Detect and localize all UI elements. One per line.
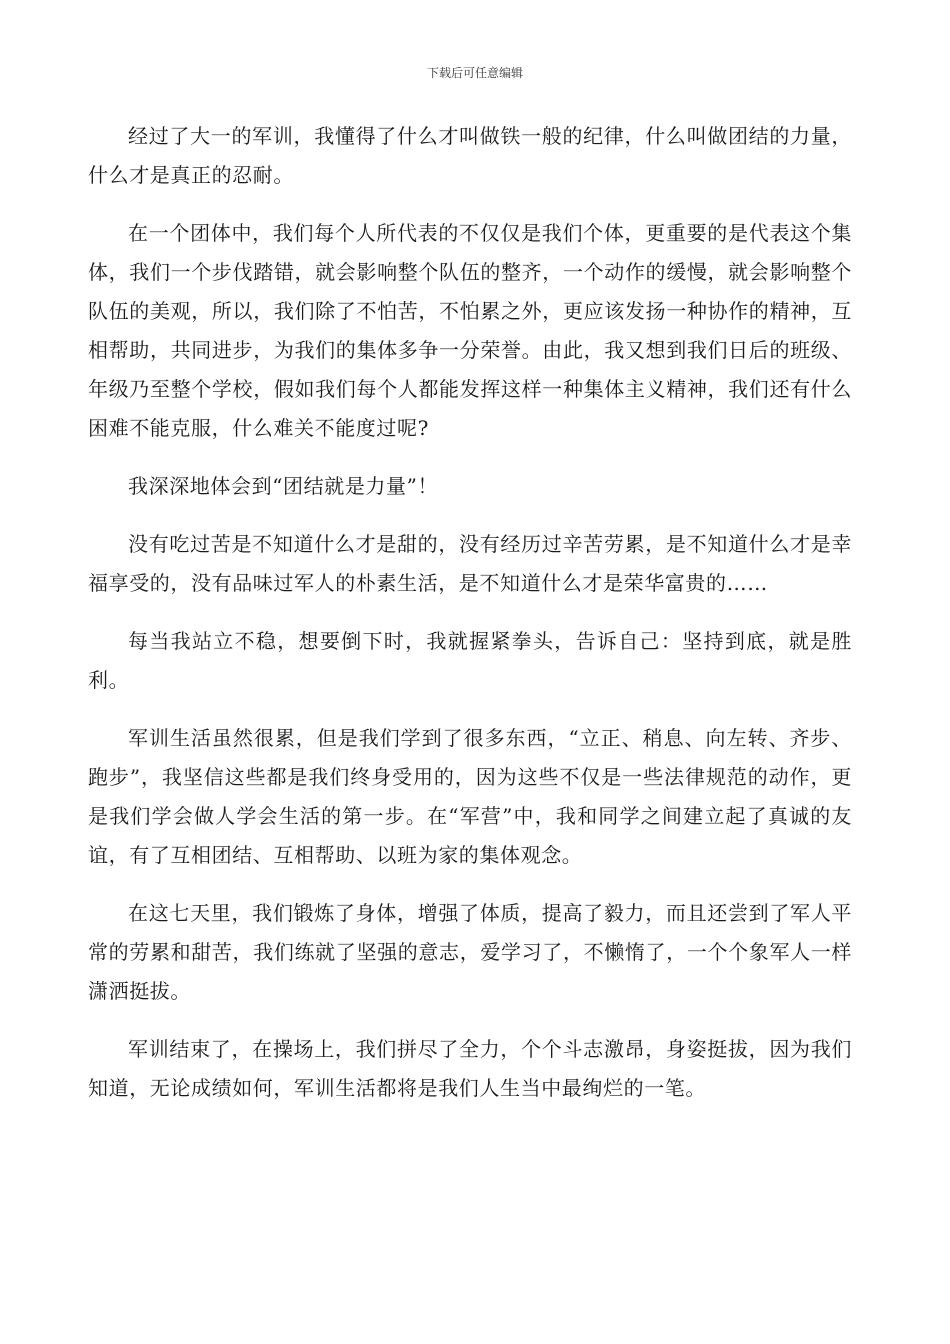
paragraph: 我深深地体会到“团结就是力量”！ [128,474,439,498]
paragraph: 没有吃过苦是不知道什么才是甜的，没有经历过辛苦劳累，是不知道什么才是幸福享受的，没有品味过军人的朴素生活，是不知道什么才是荣华富贵的…… [88,532,852,595]
paragraph: 军训结束了，在操场上，我们拼尽了全力，个个斗志激昂，身姿挺拔，因为我们知道，无论成绩如何，军训生活都将是我们人生当中最绚烂的一笔。 [88,1037,852,1100]
paragraph: 在这七天里，我们锻炼了身体，增强了体质，提高了毅力，而且还尝到了军人平常的劳累和甜苦，我们练就了坚强的意志，爱学习了，不懒惰了，一个个象军人一样潇洒挺拔。 [88,901,852,1003]
paragraph: 军训生活虽然很累，但是我们学到了很多东西，“立正、稍息、向左转、齐步、跑步”，我坚信这些都是我们终身受用的，因为这些不仅是一些法律规范的动作，更是我们学会做人学会生活的第一步。在“军营”中，我和同学之间建立起了真诚的友谊，有了互相团结、互相帮助、以班为家的集体观念。 [88,726,852,867]
paragraph: 在一个团体中，我们每个人所代表的不仅仅是我们个体，更重要的是代表这个集体，我们一个步伐踏错，就会影响整个队伍的整齐，一个动作的缓慢，就会影响整个队伍的美观，所以，我们除了不怕苦，不怕累之外，更应该发扬一种协作的精神，互相帮助，共同进步，为我们的集体多争一分荣誉。由此，我又想到我们日后的班级、年级乃至整个学校，假如我们每个人都能发挥这样一种集体主义精神，我们还有什么困难不能克服，什么难关不能度过呢? [88,221,852,440]
page-header: 下载后可任意编辑 [426,66,523,80]
document-body [88,117,852,1127]
paragraph: 经过了大一的军训，我懂得了什么才叫做铁一般的纪律，什么叫做团结的力量，什么才是真正的忍耐。 [88,124,852,187]
paragraph: 每当我站立不稳，想要倒下时，我就握紧拳头，告诉自己：坚持到底，就是胜利。 [88,629,852,692]
